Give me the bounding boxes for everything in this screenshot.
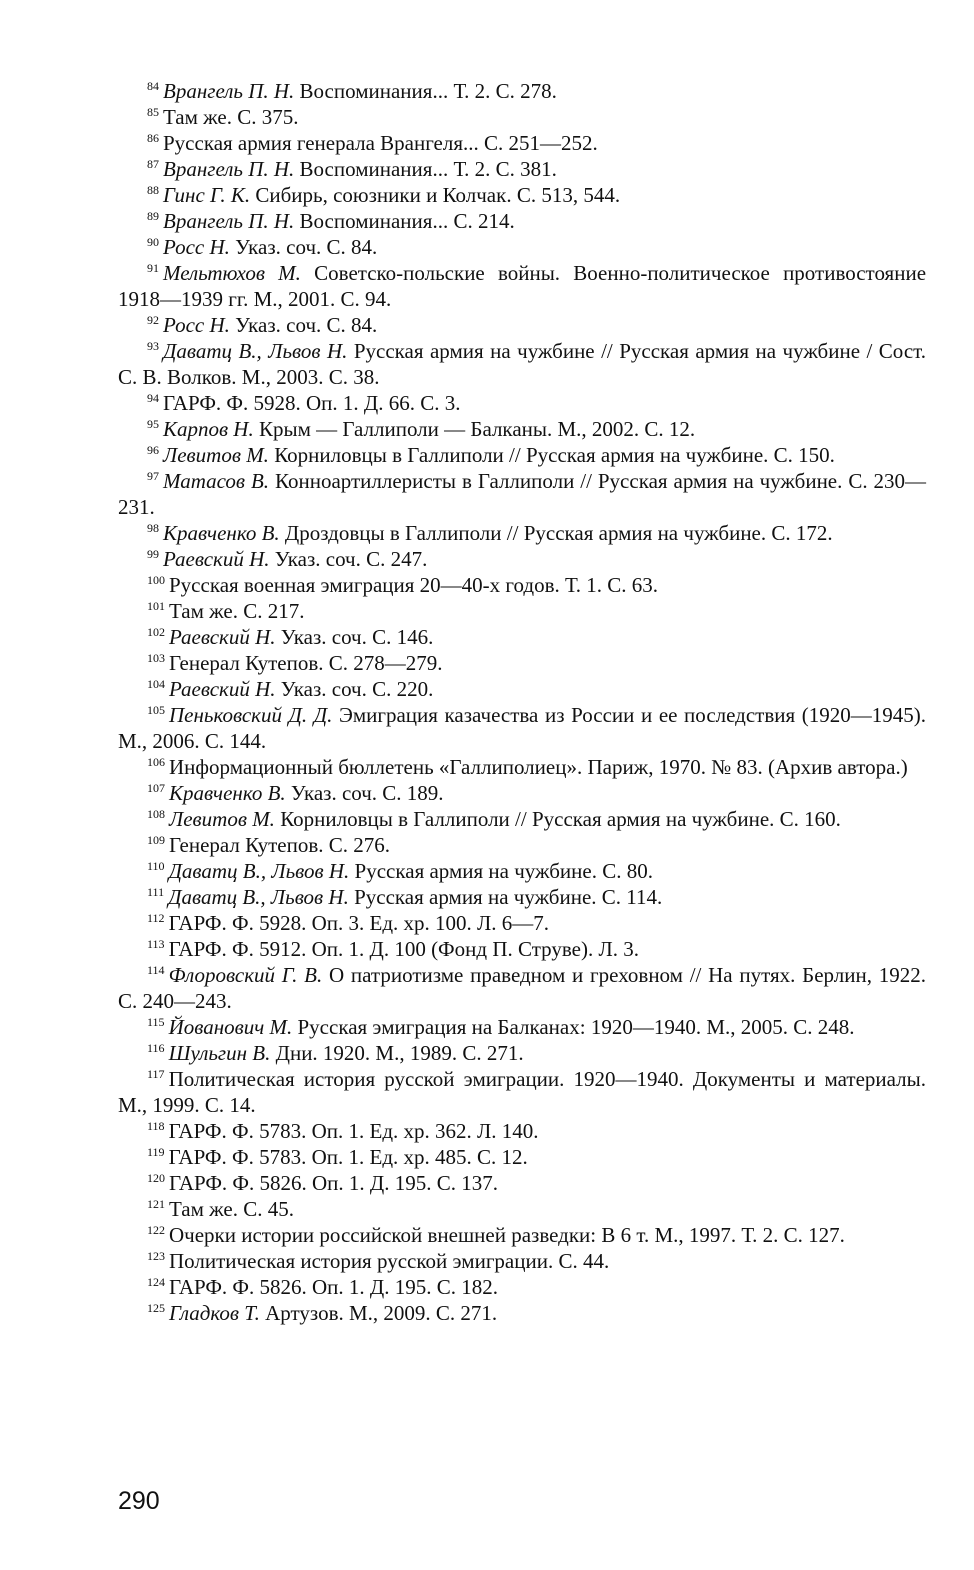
footnote [118,182,926,208]
footnote-author: Росс Н. [163,235,230,259]
footnote-text: ГАРФ. Ф. 5783. Оп. 1. Ед. хр. 485. С. 12. [168,1145,528,1169]
footnote-text: Указ. соч. С. 84. [229,313,378,337]
footnote [118,104,926,130]
footnote-text: Там же. С. 217. [169,599,305,623]
footnote [118,624,926,650]
footnote-text: ГАРФ. Ф. 5912. Оп. 1. Д. 100 (Фонд П. Струве). Л. 3. [168,937,639,961]
footnote-text: Указ. соч. С. 247. [269,547,428,571]
footnote-number: 100 [147,573,165,587]
footnote-number: 98 [147,521,159,535]
footnote [118,1144,926,1170]
footnote-number: 110 [147,859,165,873]
footnote [118,754,926,780]
footnote [118,1196,926,1222]
footnote-text: ГАРФ. Ф. 5783. Оп. 1. Ед. хр. 362. Л. 140. [168,1119,539,1143]
footnote-text: Корниловцы в Галлиполи // Русская армия на чужбине. С. 150. [268,443,835,467]
footnote [118,702,926,754]
footnote-text: О патриотизме праведном и греховном // На путях. Берлин, 1922. С. 240—243. [118,963,926,1013]
footnote [118,780,926,806]
footnote-text: Русская армия на чужбине. С. 114. [348,885,663,909]
footnote-text: Дни. 1920. М., 1989. С. 271. [270,1041,524,1065]
footnote-author: Врангель П. Н. [163,157,295,181]
footnote [118,442,926,468]
footnote [118,1170,926,1196]
footnote-author: Даватц В., Львов Н. [163,339,348,363]
footnote-text: Конноартиллеристы в Галлиполи // Русская армия на чужбине. С. 230—231. [118,469,927,519]
footnote-number: 119 [147,1145,165,1159]
footnote-number: 86 [147,131,159,145]
footnote [118,962,926,1014]
footnote [118,390,926,416]
footnote-number: 95 [147,417,159,431]
footnote-author: Матасов В. [163,469,270,493]
footnote-number: 109 [147,833,165,847]
footnote-number: 112 [147,911,165,925]
footnote [118,650,926,676]
footnote-text: Указ. соч. С. 220. [275,677,434,701]
footnote-text: ГАРФ. Ф. 5928. Оп. 3. Ед. хр. 100. Л. 6—7. [168,911,549,935]
footnote-number: 125 [147,1301,165,1315]
footnote-number: 91 [147,261,159,275]
footnote-author: Пеньковский Д. Д. [169,703,333,727]
footnote-number: 105 [147,703,165,717]
footnote-text: ГАРФ. Ф. 5928. Оп. 1. Д. 66. С. 3. [163,391,461,415]
footnote-author: Врангель П. Н. [163,209,295,233]
footnote-text: Политическая история русской эмиграции. С. 44. [169,1249,610,1273]
footnote-number: 88 [147,183,159,197]
footnote-number: 124 [147,1275,165,1289]
footnote-text: Там же. С. 45. [169,1197,294,1221]
footnote-author: Раевский Н. [169,625,276,649]
footnote-author: Раевский Н. [169,677,276,701]
footnote-text: Русская эмиграция на Балканах: 1920—1940. М., 2005. С. 248. [292,1015,855,1039]
footnote-text: Корниловцы в Галлиполи // Русская армия на чужбине. С. 160. [274,807,841,831]
footnote-author: Даватц В., Львов Н. [168,859,350,883]
footnote-author: Йованович М. [168,1015,293,1039]
footnote-number: 84 [147,79,159,93]
footnote [118,546,926,572]
footnote [118,156,926,182]
footnote [118,520,926,546]
footnote-author: Врангель П. Н. [163,79,295,103]
footnote [118,1248,926,1274]
footnote-author: Раевский Н. [163,547,270,571]
footnote [118,234,926,260]
footnote [118,1066,926,1118]
footnote-number: 87 [147,157,159,171]
footnote-number: 114 [147,963,165,977]
footnote-author: Мельтюхов М. [163,261,301,285]
footnote-text: Советско-польские войны. Военно-политическое противостояние 1918—1939 гг. М., 2001. С. 94. [118,261,927,311]
footnote [118,1300,926,1326]
footnote-number: 122 [147,1223,165,1237]
footnote [118,312,926,338]
footnote-text: Русская армия на чужбине // Русская армия на чужбине / Сост. С. В. Волков. М., 2003. С. 38. [118,339,926,389]
footnote-number: 99 [147,547,159,561]
footnote-text: Генерал Кутепов. С. 278—279. [169,651,443,675]
footnote [118,1014,926,1040]
footnote-number: 118 [147,1119,165,1133]
footnote [118,1222,926,1248]
footnote-number: 117 [147,1067,165,1081]
footnote-text: Воспоминания... Т. 2. С. 278. [294,79,557,103]
footnote-author: Карпов Н. [163,417,254,441]
footnote-text: Русская армия на чужбине. С. 80. [349,859,653,883]
footnote [118,858,926,884]
footnote [118,208,926,234]
footnotes-list [118,78,926,1326]
footnote-number: 94 [147,391,159,405]
footnote-author: Шульгин В. [168,1041,271,1065]
footnote-author: Кравченко В. [169,781,286,805]
footnote [118,598,926,624]
page-number: 290 [118,1487,160,1515]
footnote-number: 121 [147,1197,165,1211]
footnote-text: ГАРФ. Ф. 5826. Оп. 1. Д. 195. С. 137. [169,1171,499,1195]
footnote-text: Эмиграция казачества из России и ее последствия (1920—1945). М., 2006. С. 144. [118,703,926,753]
footnote-number: 97 [147,469,159,483]
footnote-text: Крым — Галлиполи — Балканы. М., 2002. С. 12. [253,417,696,441]
footnote-number: 90 [147,235,159,249]
footnote [118,130,926,156]
footnote-text: Указ. соч. С. 146. [275,625,434,649]
footnote-author: Флоровский Г. В. [168,963,323,987]
footnote-text: Дроздовцы в Галлиполи // Русская армия на чужбине. С. 172. [279,521,833,545]
footnote-number: 101 [147,599,165,613]
footnote [118,676,926,702]
footnote-text: ГАРФ. Ф. 5826. Оп. 1. Д. 195. С. 182. [169,1275,499,1299]
footnote-number: 85 [147,105,159,119]
footnote-number: 111 [147,885,165,899]
footnote [118,468,926,520]
footnote [118,806,926,832]
footnote-text: Воспоминания... С. 214. [294,209,515,233]
footnote [118,1274,926,1300]
footnote [118,910,926,936]
footnote-text: Там же. С. 375. [163,105,299,129]
footnote-author: Росс Н. [163,313,230,337]
footnote [118,936,926,962]
footnote [118,572,926,598]
footnote-number: 104 [147,677,165,691]
footnote [118,1040,926,1066]
footnote-number: 106 [147,755,165,769]
footnote-text: Русская военная эмиграция 20—40-х годов. Т. 1. С. 63. [169,573,658,597]
footnote [118,832,926,858]
footnote [118,1118,926,1144]
footnote [118,260,926,312]
footnote-text: Сибирь, союзники и Колчак. С. 513, 544. [250,183,621,207]
footnote [118,884,926,910]
footnote-text: Указ. соч. С. 189. [285,781,444,805]
footnote-author: Даватц В., Львов Н. [168,885,349,909]
footnote-text: Воспоминания... Т. 2. С. 381. [294,157,557,181]
footnote-text: Информационный бюллетень «Галлиполиец». Париж, 1970. № 83. (Архив автора.) [169,755,908,779]
footnote-text: Указ. соч. С. 84. [229,235,378,259]
footnote-text: Очерки истории российской внешней разведки: В 6 т. М., 1997. Т. 2. С. 127. [169,1223,845,1247]
footnote-number: 108 [147,807,165,821]
footnote-number: 96 [147,443,159,457]
footnote-author: Кравченко В. [163,521,280,545]
footnote-number: 123 [147,1249,165,1263]
footnote-author: Левитов М. [169,807,275,831]
footnote-number: 116 [147,1041,165,1055]
footnote-number: 89 [147,209,159,223]
footnote-author: Гинс Г. К. [163,183,251,207]
footnote-text: Генерал Кутепов. С. 276. [169,833,390,857]
footnote-text: Политическая история русской эмиграции. 1920—1940. Документы и материалы. М., 1999. С. 14. [118,1067,926,1117]
footnote-number: 102 [147,625,165,639]
footnote-author: Левитов М. [163,443,269,467]
footnote-author: Гладков Т. [169,1301,260,1325]
footnote-number: 103 [147,651,165,665]
footnote [118,338,926,390]
footnote-number: 93 [147,339,159,353]
footnote-number: 107 [147,781,165,795]
footnote-number: 92 [147,313,159,327]
footnote [118,78,926,104]
footnote-number: 113 [147,937,165,951]
footnote-text: Артузов. М., 2009. С. 271. [259,1301,498,1325]
footnote-number: 120 [147,1171,165,1185]
footnote-number: 115 [147,1015,165,1029]
footnote-text: Русская армия генерала Врангеля... С. 251—252. [163,131,598,155]
footnote [118,416,926,442]
